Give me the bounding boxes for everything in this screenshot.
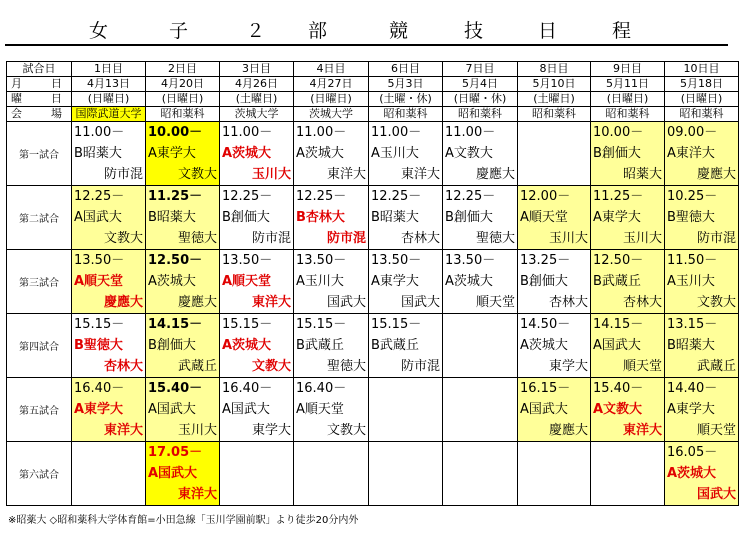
match-time: 12.50－ bbox=[593, 253, 644, 268]
team-b: 東洋大 bbox=[251, 295, 291, 310]
team-a: A玉川大 bbox=[667, 274, 715, 289]
match-day-cell: 4日目 bbox=[294, 62, 369, 77]
team-a: A茨城大 bbox=[222, 146, 272, 161]
date-cell: 5月3日 bbox=[369, 77, 443, 92]
match-cell bbox=[220, 442, 294, 506]
team-b: 昭薬大 bbox=[622, 167, 662, 182]
match-cell bbox=[443, 442, 518, 506]
match-time: 16.15－ bbox=[520, 381, 571, 396]
match-time: 15.40－ bbox=[148, 381, 203, 396]
date-cell: 4月26日 bbox=[220, 77, 294, 92]
team-a: A国武大 bbox=[593, 338, 641, 353]
match-time: 13.25－ bbox=[520, 253, 571, 268]
title-char: ２ bbox=[246, 20, 266, 42]
title-char: 技 bbox=[464, 20, 484, 42]
weekday-cell: (日曜日) bbox=[72, 92, 146, 107]
date-cell: 5月10日 bbox=[518, 77, 591, 92]
match-cell bbox=[294, 442, 369, 506]
round-label: 第三試合 bbox=[7, 250, 72, 314]
match-cell bbox=[72, 442, 146, 506]
match-cell bbox=[591, 314, 665, 378]
team-b: 文教大 bbox=[103, 231, 143, 246]
match-time: 12.00－ bbox=[520, 189, 571, 204]
team-a: A順天堂 bbox=[222, 274, 272, 289]
team-b: 慶應大 bbox=[475, 167, 515, 182]
team-a: B聖徳大 bbox=[74, 338, 123, 353]
team-b: 防市混 bbox=[696, 231, 736, 246]
title-char: 子 bbox=[169, 20, 189, 42]
date-cell: 4月13日 bbox=[72, 77, 146, 92]
team-a: A国武大 bbox=[74, 210, 122, 225]
match-cell bbox=[294, 314, 369, 378]
round-label: 第四試合 bbox=[7, 314, 72, 378]
match-cell bbox=[665, 378, 739, 442]
weekday-header: 曜 日 bbox=[7, 92, 72, 107]
match-cell bbox=[665, 186, 739, 250]
match-row bbox=[7, 442, 739, 506]
match-cell bbox=[443, 122, 518, 186]
team-a: B創価大 bbox=[445, 210, 493, 225]
match-time: 10.00－ bbox=[593, 125, 644, 140]
match-cell bbox=[369, 442, 443, 506]
match-cell bbox=[146, 186, 220, 250]
venue-cell: 茨城大学 bbox=[220, 107, 294, 122]
match-time: 14.15－ bbox=[148, 317, 203, 332]
team-b: 防市混 bbox=[103, 167, 143, 182]
match-cell bbox=[518, 378, 591, 442]
match-time: 11.00－ bbox=[222, 125, 273, 140]
match-day-cell: 9日目 bbox=[591, 62, 665, 77]
match-time: 13.50－ bbox=[445, 253, 496, 268]
team-b: 東学大 bbox=[251, 423, 291, 438]
match-cell bbox=[591, 378, 665, 442]
match-cell bbox=[220, 186, 294, 250]
team-b: 玉川大 bbox=[177, 423, 217, 438]
match-time: 15.15－ bbox=[371, 317, 422, 332]
team-b: 順天堂 bbox=[475, 295, 515, 310]
team-b: 防市混 bbox=[251, 231, 291, 246]
team-b: 文教大 bbox=[326, 423, 366, 438]
match-time: 15.15－ bbox=[296, 317, 347, 332]
match-time: 12.25－ bbox=[222, 189, 273, 204]
match-time: 11.25－ bbox=[148, 189, 203, 204]
match-cell bbox=[591, 186, 665, 250]
weekday-cell: (日曜日) bbox=[665, 92, 739, 107]
venue-cell: 茨城大学 bbox=[294, 107, 369, 122]
round-label: 第一試合 bbox=[7, 122, 72, 186]
venue-row bbox=[7, 107, 739, 122]
match-time: 15.40－ bbox=[593, 381, 644, 396]
team-b: 慶應大 bbox=[696, 167, 736, 182]
match-time: 17.05－ bbox=[148, 445, 203, 460]
match-time: 12.50－ bbox=[148, 253, 203, 268]
team-a: A順天堂 bbox=[520, 210, 568, 225]
team-b: 玉川大 bbox=[622, 231, 662, 246]
match-row bbox=[7, 122, 739, 186]
team-b: 防市混 bbox=[400, 359, 440, 374]
match-time: 13.50－ bbox=[371, 253, 422, 268]
match-day-cell: 2日目 bbox=[146, 62, 220, 77]
team-a: A順天堂 bbox=[74, 274, 124, 289]
match-cell bbox=[665, 122, 739, 186]
match-cell bbox=[591, 442, 665, 506]
day-row bbox=[7, 62, 739, 77]
team-a: B昭薬大 bbox=[371, 210, 419, 225]
team-b: 杏林大 bbox=[400, 231, 440, 246]
match-cell bbox=[369, 122, 443, 186]
team-a: B創価大 bbox=[148, 338, 196, 353]
match-cell bbox=[665, 250, 739, 314]
team-a: B武蔵丘 bbox=[296, 338, 344, 353]
team-a: A玉川大 bbox=[371, 146, 419, 161]
team-a: A茨城大 bbox=[296, 146, 344, 161]
team-a: A東学大 bbox=[371, 274, 419, 289]
match-cell bbox=[369, 186, 443, 250]
date-cell: 5月18日 bbox=[665, 77, 739, 92]
match-time: 12.25－ bbox=[296, 189, 347, 204]
match-day-cell: 1日目 bbox=[72, 62, 146, 77]
team-b: 防市混 bbox=[326, 231, 366, 246]
round-label: 第五試合 bbox=[7, 378, 72, 442]
team-b: 聖徳大 bbox=[475, 231, 515, 246]
venue-cell: 昭和薬科 bbox=[591, 107, 665, 122]
round-label: 第六試合 bbox=[7, 442, 72, 506]
team-a: A国武大 bbox=[148, 466, 198, 481]
weekday-cell: (日曜・休) bbox=[443, 92, 518, 107]
match-cell bbox=[220, 314, 294, 378]
team-a: A茨城大 bbox=[222, 338, 272, 353]
team-a: B聖徳大 bbox=[667, 210, 715, 225]
match-cell bbox=[443, 314, 518, 378]
date-header: 月 日 bbox=[7, 77, 72, 92]
team-a: B武蔵丘 bbox=[593, 274, 641, 289]
team-b: 文教大 bbox=[696, 295, 736, 310]
match-time: 11.00－ bbox=[371, 125, 422, 140]
weekday-cell: (日曜日) bbox=[591, 92, 665, 107]
match-time: 14.15－ bbox=[593, 317, 644, 332]
match-day-cell: 3日目 bbox=[220, 62, 294, 77]
team-b: 慶應大 bbox=[103, 295, 143, 310]
venue-cell: 昭和薬科 bbox=[369, 107, 443, 122]
team-b: 国武大 bbox=[400, 295, 440, 310]
team-b: 文教大 bbox=[177, 167, 217, 182]
team-b: 聖徳大 bbox=[326, 359, 366, 374]
match-time: 13.50－ bbox=[74, 253, 125, 268]
team-a: B創価大 bbox=[222, 210, 270, 225]
team-b: 文教大 bbox=[251, 359, 291, 374]
match-time: 11.00－ bbox=[296, 125, 347, 140]
date-cell: 5月11日 bbox=[591, 77, 665, 92]
match-cell bbox=[518, 186, 591, 250]
match-time: 16.40－ bbox=[296, 381, 347, 396]
venue-cell: 昭和薬科 bbox=[518, 107, 591, 122]
team-a: A文教大 bbox=[593, 402, 643, 417]
match-time: 11.00－ bbox=[74, 125, 125, 140]
match-cell bbox=[294, 378, 369, 442]
match-cell bbox=[146, 378, 220, 442]
match-row bbox=[7, 186, 739, 250]
team-a: A国武大 bbox=[148, 402, 196, 417]
match-cell bbox=[220, 378, 294, 442]
match-cell bbox=[72, 122, 146, 186]
team-a: A東学大 bbox=[593, 210, 641, 225]
match-day-header: 試合日 bbox=[7, 62, 72, 77]
team-a: A茨城大 bbox=[520, 338, 568, 353]
match-cell bbox=[443, 378, 518, 442]
team-a: A国武大 bbox=[520, 402, 568, 417]
match-time: 15.15－ bbox=[74, 317, 125, 332]
match-time: 12.25－ bbox=[74, 189, 125, 204]
team-a: A東学大 bbox=[148, 146, 196, 161]
match-day-cell: 7日目 bbox=[443, 62, 518, 77]
team-a: B昭薬大 bbox=[74, 146, 122, 161]
round-label: 第二試合 bbox=[7, 186, 72, 250]
match-cell bbox=[294, 122, 369, 186]
match-cell bbox=[146, 122, 220, 186]
team-b: 東学大 bbox=[548, 359, 588, 374]
venue-cell: 国際武道大学 bbox=[72, 107, 146, 122]
match-cell bbox=[665, 442, 739, 506]
team-a: B杏林大 bbox=[296, 210, 345, 225]
team-a: A東洋大 bbox=[667, 146, 715, 161]
title-char: 日 bbox=[538, 20, 558, 42]
match-cell bbox=[591, 250, 665, 314]
team-b: 順天堂 bbox=[622, 359, 662, 374]
match-cell bbox=[72, 250, 146, 314]
team-b: 武蔵丘 bbox=[177, 359, 217, 374]
team-b: 武蔵丘 bbox=[696, 359, 736, 374]
match-cell bbox=[369, 250, 443, 314]
match-cell bbox=[443, 186, 518, 250]
team-b: 杏林大 bbox=[622, 295, 662, 310]
schedule-table bbox=[6, 61, 739, 506]
team-a: A東学大 bbox=[74, 402, 124, 417]
weekday-cell: (日曜日) bbox=[146, 92, 220, 107]
team-b: 慶應大 bbox=[548, 423, 588, 438]
team-a: B創価大 bbox=[593, 146, 641, 161]
match-time: 10.00－ bbox=[148, 125, 203, 140]
venue-cell: 昭和薬科 bbox=[443, 107, 518, 122]
match-time: 13.50－ bbox=[296, 253, 347, 268]
title-char: 部 bbox=[308, 20, 328, 42]
team-a: A順天堂 bbox=[296, 402, 344, 417]
match-row bbox=[7, 314, 739, 378]
match-time: 10.25－ bbox=[667, 189, 718, 204]
team-b: 東洋大 bbox=[103, 423, 143, 438]
match-cell bbox=[220, 250, 294, 314]
match-cell bbox=[518, 122, 591, 186]
team-b: 玉川大 bbox=[548, 231, 588, 246]
weekday-cell: (土曜日) bbox=[518, 92, 591, 107]
match-row bbox=[7, 250, 739, 314]
match-time: 14.40－ bbox=[667, 381, 718, 396]
team-a: B武蔵丘 bbox=[371, 338, 419, 353]
weekday-cell: (土曜・休) bbox=[369, 92, 443, 107]
team-a: A茨城大 bbox=[445, 274, 493, 289]
match-cell bbox=[72, 314, 146, 378]
title-char: 競 bbox=[389, 20, 409, 42]
team-b: 国武大 bbox=[326, 295, 366, 310]
venue-header: 会 場 bbox=[7, 107, 72, 122]
match-time: 11.25－ bbox=[593, 189, 644, 204]
team-a: A玉川大 bbox=[296, 274, 344, 289]
match-cell bbox=[591, 122, 665, 186]
match-cell bbox=[518, 314, 591, 378]
match-time: 13.50－ bbox=[222, 253, 273, 268]
match-cell bbox=[294, 250, 369, 314]
match-day-cell: 10日目 bbox=[665, 62, 739, 77]
match-cell bbox=[72, 186, 146, 250]
match-time: 16.05－ bbox=[667, 445, 718, 460]
title-char: 女 bbox=[89, 20, 109, 42]
match-time: 12.25－ bbox=[371, 189, 422, 204]
page-title bbox=[5, 14, 728, 46]
weekday-cell: (土曜日) bbox=[220, 92, 294, 107]
match-cell bbox=[518, 442, 591, 506]
match-cell bbox=[369, 378, 443, 442]
footnote: ※昭薬大 ◇昭和薬科大学体育館=小田急線「玉川学園前駅」より徒歩20分内外 bbox=[8, 515, 359, 526]
match-row bbox=[7, 378, 739, 442]
match-cell bbox=[146, 314, 220, 378]
team-b: 東洋大 bbox=[177, 487, 217, 502]
match-time: 15.15－ bbox=[222, 317, 273, 332]
match-cell bbox=[369, 314, 443, 378]
team-b: 玉川大 bbox=[251, 167, 291, 182]
match-cell bbox=[72, 378, 146, 442]
date-cell: 4月20日 bbox=[146, 77, 220, 92]
team-a: A茨城大 bbox=[667, 466, 717, 481]
match-cell bbox=[443, 250, 518, 314]
team-b: 国武大 bbox=[696, 487, 736, 502]
match-time: 16.40－ bbox=[74, 381, 125, 396]
match-cell bbox=[518, 250, 591, 314]
team-b: 東洋大 bbox=[622, 423, 662, 438]
weekday-row bbox=[7, 92, 739, 107]
team-b: 杏林大 bbox=[103, 359, 143, 374]
venue-cell: 昭和薬科 bbox=[665, 107, 739, 122]
team-b: 杏林大 bbox=[548, 295, 588, 310]
weekday-cell: (日曜日) bbox=[294, 92, 369, 107]
match-time: 09.00－ bbox=[667, 125, 718, 140]
team-a: B昭薬大 bbox=[148, 210, 196, 225]
match-time: 14.50－ bbox=[520, 317, 571, 332]
team-a: A茨城大 bbox=[148, 274, 196, 289]
date-row bbox=[7, 77, 739, 92]
team-a: A国武大 bbox=[222, 402, 270, 417]
team-a: B創価大 bbox=[520, 274, 568, 289]
team-b: 聖徳大 bbox=[177, 231, 217, 246]
match-cell bbox=[665, 314, 739, 378]
team-a: A東学大 bbox=[667, 402, 715, 417]
team-a: A文教大 bbox=[445, 146, 493, 161]
match-day-cell: 8日目 bbox=[518, 62, 591, 77]
match-cell bbox=[146, 442, 220, 506]
match-cell bbox=[294, 186, 369, 250]
match-time: 12.25－ bbox=[445, 189, 496, 204]
team-b: 東洋大 bbox=[326, 167, 366, 182]
match-time: 11.50－ bbox=[667, 253, 718, 268]
title-char: 程 bbox=[612, 20, 632, 42]
match-day-cell: 6日目 bbox=[369, 62, 443, 77]
match-time: 13.15－ bbox=[667, 317, 718, 332]
date-cell: 5月4日 bbox=[443, 77, 518, 92]
match-cell bbox=[220, 122, 294, 186]
match-time: 16.40－ bbox=[222, 381, 273, 396]
venue-cell: 昭和薬科 bbox=[146, 107, 220, 122]
team-b: 順天堂 bbox=[696, 423, 736, 438]
date-cell: 4月27日 bbox=[294, 77, 369, 92]
team-b: 慶應大 bbox=[177, 295, 217, 310]
match-time: 11.00－ bbox=[445, 125, 496, 140]
match-cell bbox=[146, 250, 220, 314]
team-a: B昭薬大 bbox=[667, 338, 715, 353]
team-b: 東洋大 bbox=[400, 167, 440, 182]
